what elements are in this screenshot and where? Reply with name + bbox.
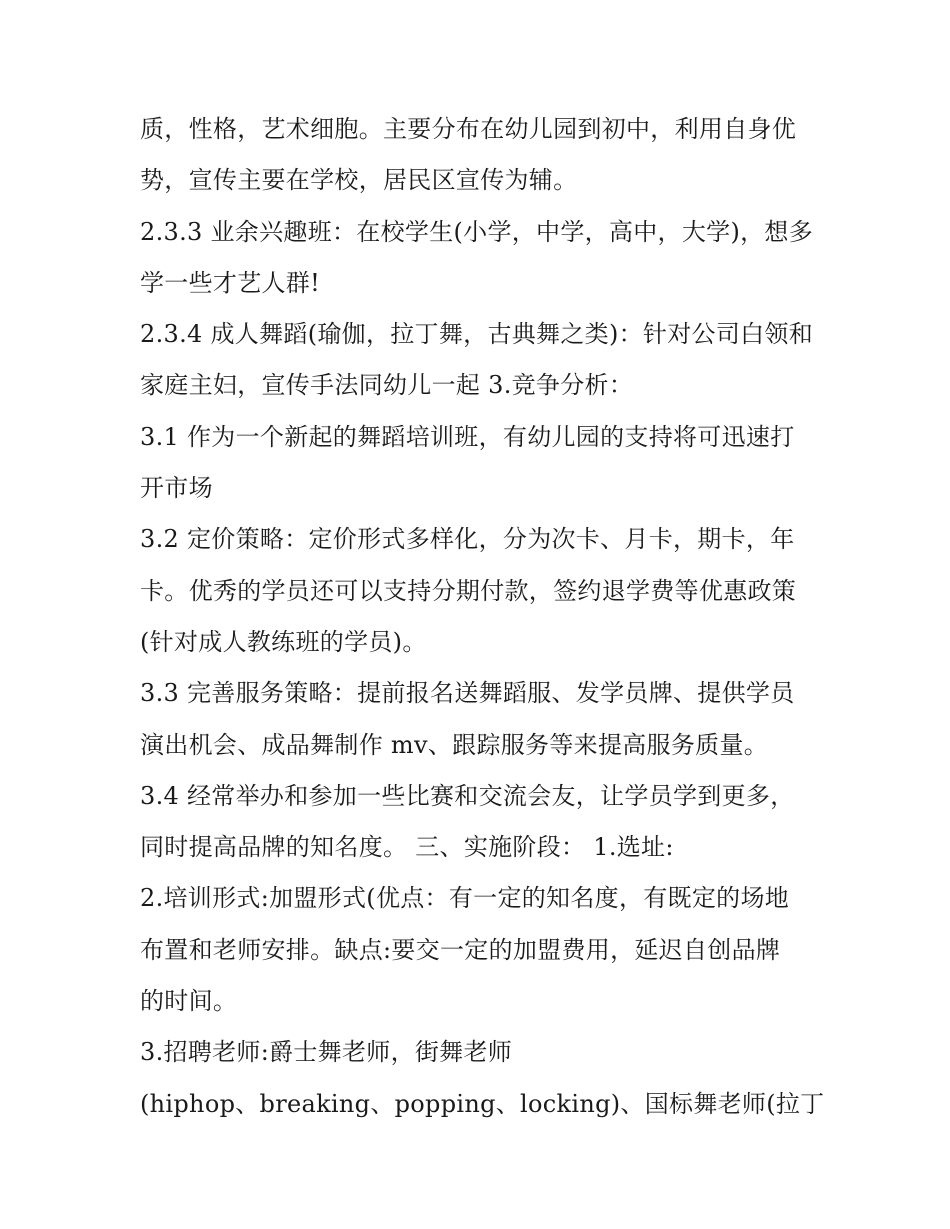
text-line: 3.4 经常举办和参加一些比赛和交流会友，让学员学到更多，: [140, 781, 795, 810]
text-line: 开市场: [140, 474, 213, 503]
body-text: [140, 104, 825, 1130]
text-line: 2.3.4 成人舞蹈(瑜伽，拉丁舞，古典舞之类)：针对公司白领和: [140, 320, 814, 349]
text-line: (hiphop、breaking、popping、locking)、国标舞老师(拉丁: [140, 1089, 825, 1118]
text-line: 3.2 定价策略：定价形式多样化，分为次卡、月卡，期卡，年: [140, 525, 795, 554]
text-line: 同时提高品牌的知名度。 三、实施阶段： 1.选址:: [140, 833, 674, 862]
text-line: 卡。优秀的学员还可以支持分期付款，签约退学费等优惠政策: [140, 576, 797, 605]
text-line: 3.1 作为一个新起的舞蹈培训班，有幼儿园的支持将可迅速打: [140, 422, 795, 451]
text-line: 质，性格，艺术细胞。主要分布在幼儿园到初中，利用自身优: [140, 115, 797, 143]
text-line: 2.培训形式:加盟形式(优点：有一定的知名度，有既定的场地: [140, 884, 790, 913]
text-line: 家庭主妇，宣传手法同幼儿一起 3.竞争分析：: [140, 371, 634, 400]
text-line: 布置和老师安排。缺点:要交一定的加盟费用，延迟自创品牌: [140, 935, 781, 964]
text-line: (针对成人教练班的学员)。: [140, 627, 427, 656]
text-line: 3.招聘老师:爵士舞老师，街舞老师: [140, 1038, 513, 1067]
text-line: 2.3.3 业余兴趣班：在校学生(小学，中学，高中，大学)，想多: [140, 217, 814, 246]
text-line: 的时间。: [140, 987, 238, 1016]
text-line: 3.3 完善服务策略：提前报名送舞蹈服、发学员牌、提供学员: [140, 679, 795, 708]
text-line: 演出机会、成品舞制作 mv、跟踪服务等来提高服务质量。: [140, 730, 769, 759]
text-line: 势，宣传主要在学校，居民区宣传为辅。: [140, 166, 578, 195]
text-line: 学一些才艺人群!: [140, 268, 321, 297]
